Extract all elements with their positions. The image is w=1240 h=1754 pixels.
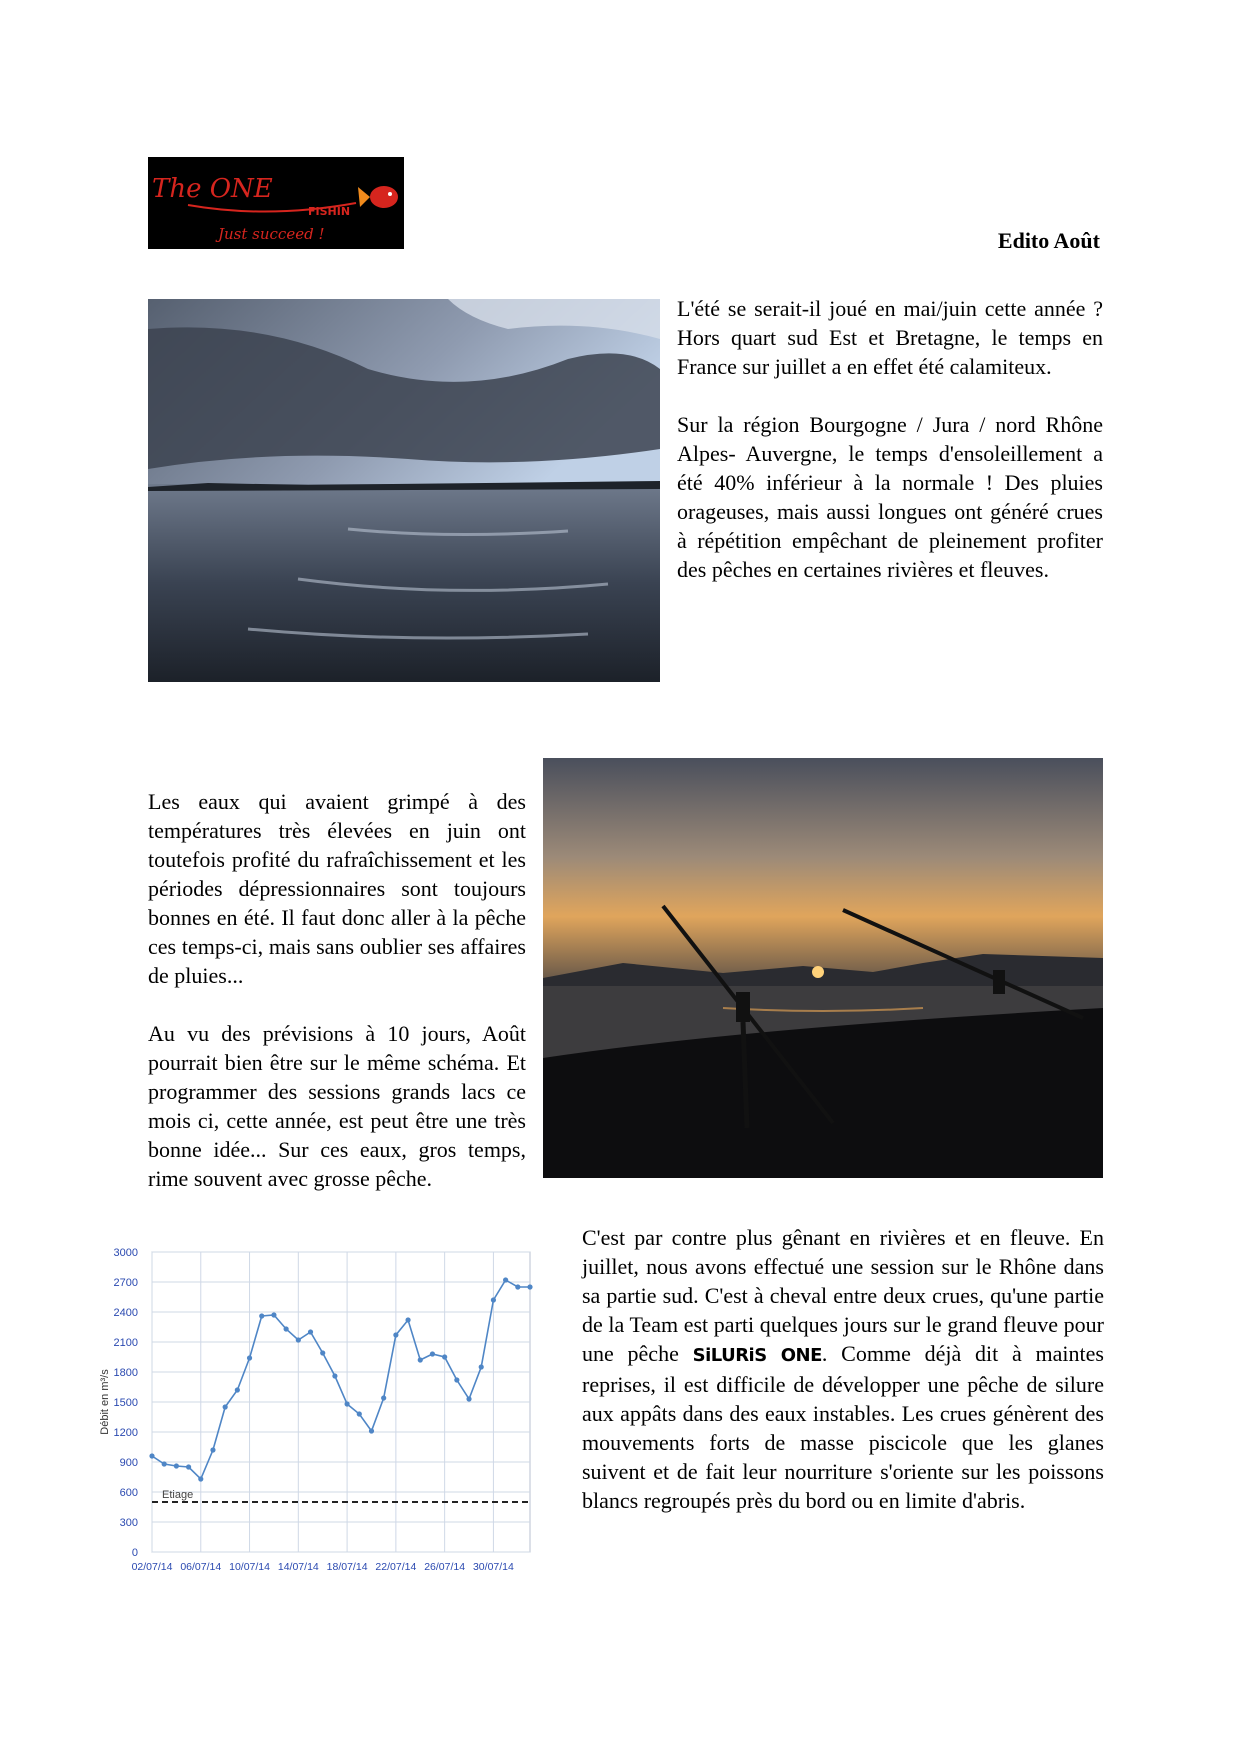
flow-data-point xyxy=(454,1377,459,1382)
x-tick-label: 06/07/14 xyxy=(180,1561,222,1573)
y-tick-label: 600 xyxy=(119,1487,138,1499)
y-tick-label: 2100 xyxy=(113,1337,138,1349)
flow-data-point xyxy=(405,1317,410,1322)
rhone-text xyxy=(582,1223,1104,1515)
flow-data-point xyxy=(308,1329,313,1334)
flow-data-point xyxy=(418,1357,423,1362)
flow-data-point xyxy=(479,1364,484,1369)
flow-data-point xyxy=(491,1297,496,1302)
flow-data-point xyxy=(259,1313,264,1318)
x-tick-label: 10/07/14 xyxy=(229,1561,270,1573)
flow-data-point xyxy=(430,1351,435,1356)
y-tick-label: 3000 xyxy=(113,1247,138,1259)
logo-brand-sub: FISHIN xyxy=(308,205,351,218)
brand-logo xyxy=(148,157,404,249)
flow-data-point xyxy=(247,1355,252,1360)
flow-data-point xyxy=(186,1464,191,1469)
flow-data-point xyxy=(210,1447,215,1452)
flow-data-point xyxy=(357,1411,362,1416)
middle-text xyxy=(148,787,526,1193)
flow-data-point xyxy=(296,1337,301,1342)
page-title: Edito Août xyxy=(997,228,1100,253)
x-tick-label: 02/07/14 xyxy=(131,1561,173,1573)
flow-data-point xyxy=(223,1404,228,1409)
x-tick-label: 14/07/14 xyxy=(277,1561,319,1573)
flow-data-point xyxy=(235,1387,240,1392)
x-tick-label: 26/07/14 xyxy=(424,1561,466,1573)
flow-data-point xyxy=(271,1312,276,1317)
y-tick-label: 0 xyxy=(131,1547,138,1559)
paragraph-1: L'été se serait-il joué en mai/juin cette année ? Hors quart sud Est et Bretagne, le temps en France sur juillet a en effet été calamiteux. xyxy=(677,296,1103,379)
flow-data-point xyxy=(369,1428,374,1433)
y-tick-label: 1500 xyxy=(113,1397,138,1409)
flow-data-point xyxy=(466,1396,471,1401)
flow-data-point xyxy=(393,1332,398,1337)
sunset-fishing-photo xyxy=(543,758,1103,1178)
paragraph-5-start: C'est par contre plus gênant en rivières et en fleuve. En juillet, nous avons effectué une session sur le Rhône dans sa partie sud. C'est à cheval entre deux crues, qu'une partie de la Team est parti quelques jours sur le grand fleuve pour une pêche xyxy=(582,1225,1104,1366)
flow-data-point xyxy=(198,1476,203,1481)
x-tick-label: 30/07/14 xyxy=(472,1561,514,1573)
siluris-one-brand: SiLURiS ONE xyxy=(692,1345,822,1366)
flow-data-point xyxy=(515,1284,520,1289)
logo-graphic xyxy=(148,157,404,249)
river-flow-chart xyxy=(96,1240,539,1585)
paragraph-4: Au vu des prévisions à 10 jours, Août pourrait bien être sur le même schéma. Et programmer des sessions grands lacs ce mois ci, cette année, est peut être une très bonne idée... Sur ces eaux, gros temps, rime souvent avec grosse pêche. xyxy=(148,1021,526,1191)
flow-data-point xyxy=(149,1453,154,1458)
x-tick-label: 22/07/14 xyxy=(375,1561,417,1573)
lake-clouds-photo xyxy=(148,299,660,682)
y-tick-label: 1200 xyxy=(113,1427,138,1439)
y-tick-label: 900 xyxy=(119,1457,138,1469)
x-tick-label: 18/07/14 xyxy=(326,1561,368,1573)
chart-svg xyxy=(96,1240,539,1585)
y-tick-label: 2400 xyxy=(113,1307,138,1319)
paragraph-3: Les eaux qui avaient grimpé à des températures très élevées en juin ont toutefois profité du rafraîchissement et les périodes dépressionnaires sont toujours bonnes en été. Il faut donc aller à la pêche ces temps-ci, mais sans oublier ses affaires de pluies... xyxy=(148,789,526,988)
flow-data-point xyxy=(162,1461,167,1466)
paragraph-2: Sur la région Bourgogne / Jura / nord Rhône Alpes- Auvergne, le temps d'ensoleillement a été 40% inférieur à la normale ! Des pluies orageuses, mais aussi longues ont généré crues à répétition empêchant de pleinement profiter des pêches en certaines rivières et fleuves. xyxy=(677,412,1103,582)
y-axis-label: Débit en m³/s xyxy=(99,1369,111,1435)
flow-data-point xyxy=(381,1395,386,1400)
logo-tagline: Just succeed ! xyxy=(218,225,325,243)
flow-data-point xyxy=(174,1463,179,1468)
flow-data-point xyxy=(527,1284,532,1289)
intro-text xyxy=(677,294,1103,584)
flow-data-point xyxy=(503,1277,508,1282)
y-tick-label: 300 xyxy=(119,1517,138,1529)
flow-data-point xyxy=(332,1373,337,1378)
flow-data-point xyxy=(320,1350,325,1355)
paragraph-5-end: . Comme déjà dit à maintes reprises, il est difficile de développer une pêche de silure aux appâts dans des eaux instables. Les crues génèrent des mouvements forts de masse piscicole que les glanes suivent et de fait leur nourriture s'oriente sur les poissons blancs regroupés près du bord ou en limite d'abris. xyxy=(582,1341,1104,1513)
flow-data-point xyxy=(284,1326,289,1331)
flow-data-point xyxy=(442,1354,447,1359)
etiage-label: Etiage xyxy=(162,1489,194,1501)
logo-brand-main: The ONE xyxy=(152,174,273,204)
flow-data-point xyxy=(344,1401,349,1406)
y-tick-label: 2700 xyxy=(113,1277,138,1289)
y-tick-label: 1800 xyxy=(113,1367,138,1379)
